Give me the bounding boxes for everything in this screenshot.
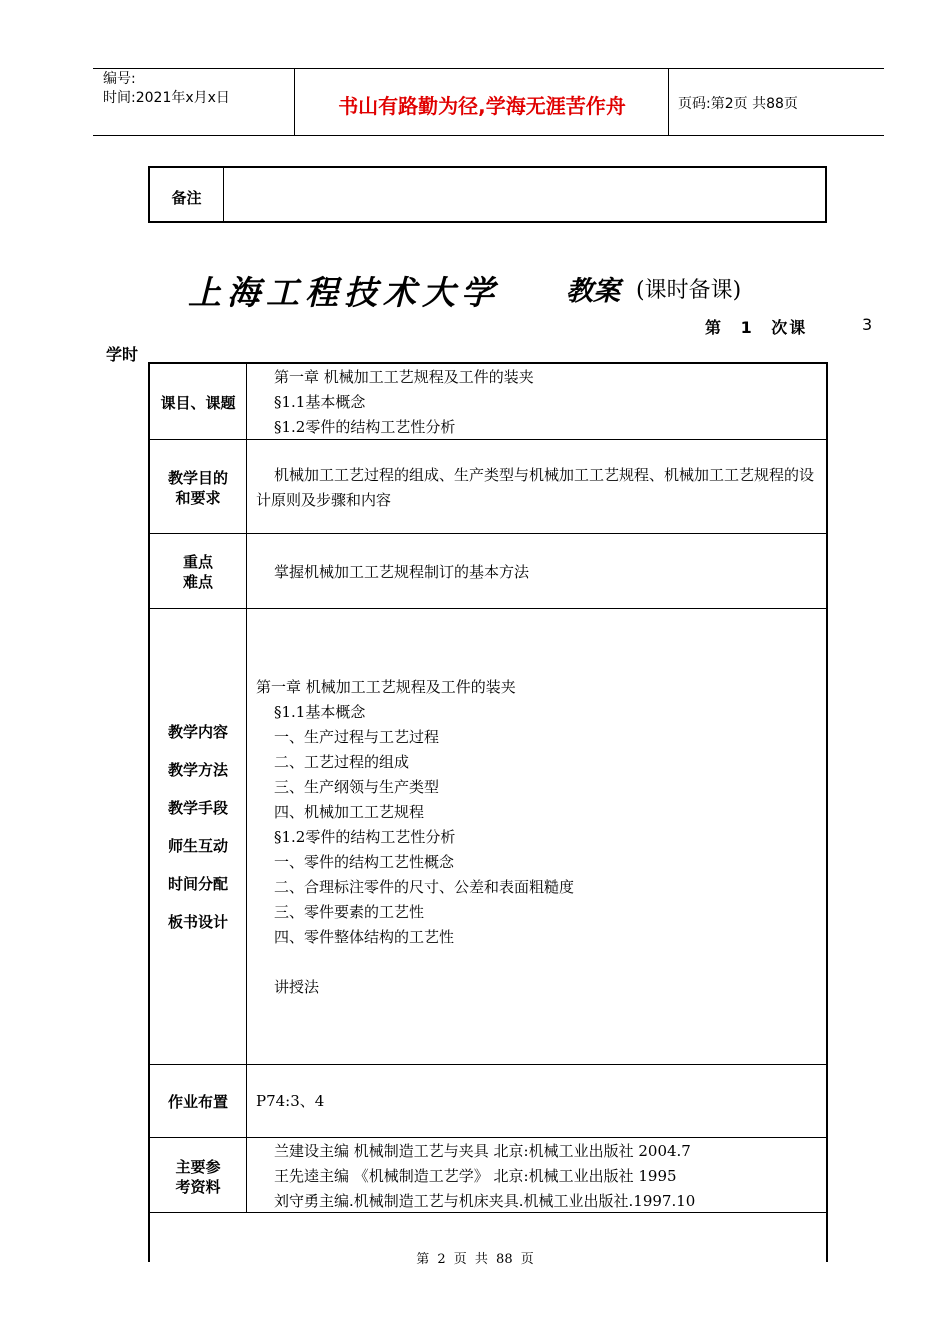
- topic-line: §1.1基本概念: [274, 393, 366, 411]
- header-page-label: 页码:第2页 共88页: [678, 96, 798, 112]
- content-line: 一、零件的结构工艺性概念: [274, 853, 455, 871]
- goal-label-line: 教学目的: [167, 469, 228, 487]
- refs-content: [256, 1139, 821, 1214]
- homework-label: 作业布置: [167, 1093, 228, 1111]
- doc-subtype: (课时备课): [636, 278, 742, 303]
- table-row-divider: [148, 1137, 828, 1138]
- content-label: 教学方法: [167, 761, 228, 779]
- remark-divider: [223, 166, 224, 223]
- refs-label-line: 考资料: [175, 1178, 221, 1196]
- header-bottom-rule: [93, 135, 884, 136]
- key-text: 掌握机械加工工艺规程制订的基本方法: [274, 563, 530, 581]
- topic-label: 课目、课题: [160, 394, 236, 412]
- content-line: §1.1基本概念: [274, 703, 366, 721]
- header-top-rule: [93, 68, 884, 69]
- lesson-number: 第 1 次课: [705, 318, 808, 337]
- doc-type: 教案: [566, 276, 620, 307]
- ref-line: 兰建设主编 机械制造工艺与夹具 北京:机械工业出版社 2004.7: [274, 1142, 691, 1160]
- topic-line: §1.2零件的结构工艺性分析: [274, 418, 456, 436]
- header-left: [103, 70, 230, 108]
- goal-label: [150, 468, 246, 508]
- table-row-divider: [148, 608, 828, 609]
- header-divider: [668, 68, 669, 136]
- goal-text: 机械加工工艺过程的组成、生产类型与机械加工工艺规程、机械加工工艺规程的设计原则及步骤和内容: [256, 466, 815, 509]
- goal-label-line: 和要求: [175, 489, 221, 507]
- table-column-divider: [246, 362, 247, 1213]
- content-line: §1.2零件的结构工艺性分析: [274, 828, 456, 846]
- topic-line: 第一章 机械加工工艺规程及工件的装夹: [274, 368, 534, 386]
- content-label: 时间分配: [167, 875, 228, 893]
- topic-content: [256, 365, 821, 440]
- refs-label-line: 主要参: [175, 1158, 221, 1176]
- teaching-method: 讲授法: [274, 978, 320, 996]
- hours-number: 3: [862, 315, 873, 334]
- content-label: 教学内容: [167, 723, 228, 741]
- number-label: 编号:: [103, 71, 136, 87]
- content-line: 四、零件整体结构的工艺性: [274, 928, 455, 946]
- content-line: 二、工艺过程的组成: [274, 753, 410, 771]
- school-name: 上海工程技术大学: [188, 273, 500, 312]
- content-line: 三、零件要素的工艺性: [274, 903, 425, 921]
- header-motto: 书山有路勤为径,学海无涯苦作舟: [338, 94, 626, 118]
- ref-line: 刘守勇主编.机械制造工艺与机床夹具.机械工业出版社.1997.10: [274, 1192, 696, 1210]
- remark-box: [148, 166, 827, 223]
- homework-text: P74:3、4: [256, 1092, 325, 1110]
- key-label: [150, 552, 246, 592]
- refs-label: [150, 1157, 246, 1197]
- page-footer: 第 2 页 共 88 页: [416, 1252, 534, 1267]
- content-outline: [256, 675, 821, 1000]
- hours-unit: 学时: [106, 345, 139, 364]
- content-line: 三、生产纲领与生产类型: [274, 778, 440, 796]
- time-label: 时间:2021年x月x日: [103, 90, 230, 106]
- header-divider: [294, 68, 295, 136]
- table-row-divider: [148, 533, 828, 534]
- key-label-line: 难点: [182, 573, 213, 591]
- content-label: 教学手段: [167, 799, 228, 817]
- content-label: 师生互动: [167, 837, 228, 855]
- table-row-divider: [148, 1064, 828, 1065]
- remark-label: 备注: [171, 189, 202, 207]
- content-label: 板书设计: [167, 913, 228, 931]
- content-line: 四、机械加工工艺规程: [274, 803, 425, 821]
- ref-line: 王先逵主编 《机械制造工艺学》 北京:机械工业出版社 1995: [274, 1167, 677, 1185]
- content-line: 第一章 机械加工工艺规程及工件的装夹: [256, 678, 516, 696]
- key-label-line: 重点: [182, 553, 213, 571]
- content-labels: [150, 722, 246, 950]
- content-line: 二、合理标注零件的尺寸、公差和表面粗糙度: [274, 878, 575, 896]
- content-line: 一、生产过程与工艺过程: [274, 728, 440, 746]
